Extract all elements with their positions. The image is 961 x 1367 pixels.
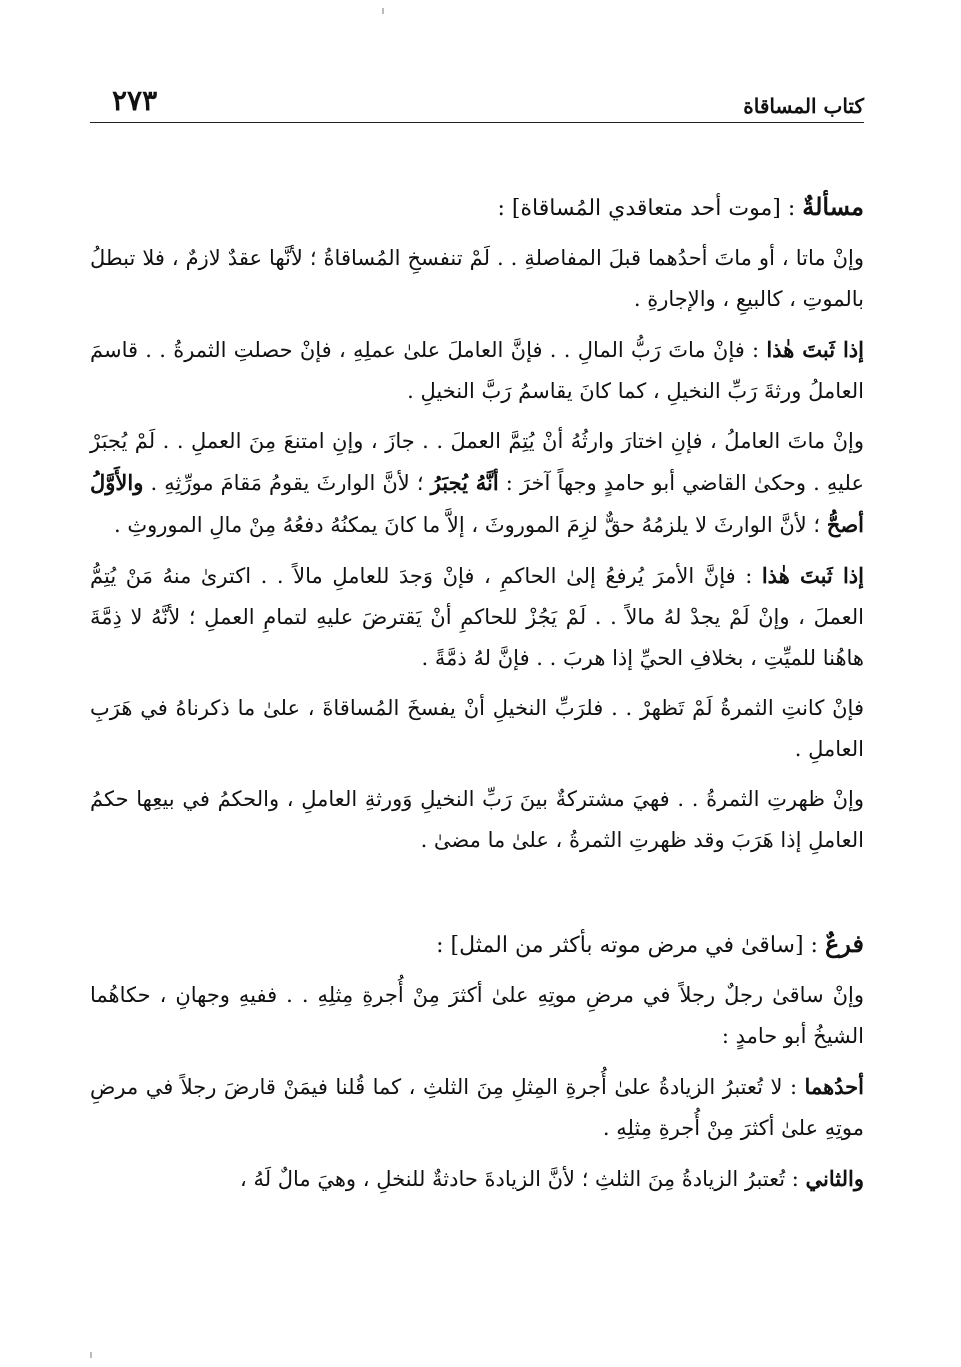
paragraph-3-part-d: والأَوَّلُ أصحُّ xyxy=(90,470,864,537)
paragraph-6: وإنْ ظهرتِ الثمرةُ . . فهيَ مشتركةٌ بينَ رَبِّ النخيلِ وَورثةِ العاملِ ، والحكمُ في بيعِها حكمُ العاملِ إذا هَرَبَ وقد ظهرتِ الثمرةُ ، علىٰ ما مضىٰ . xyxy=(90,787,864,852)
masala-keyword: مسألةٌ xyxy=(802,192,864,221)
paragraph-4 xyxy=(90,555,864,679)
paragraph-2-text: : فإنْ ماتَ رَبُّ المالِ . . فإنَّ العاملَ علىٰ عملِهِ ، فإنْ حصلتِ الثمرةُ . . قاسمَ العاملُ ورثةَ رَبِّ النخيلِ ، كما كانَ يقاسمُ رَبَّ النخيلِ . xyxy=(90,338,864,403)
scan-mark-top xyxy=(382,8,384,14)
paragraph-9-text: : تُعتبرُ الزيادةُ مِنَ الثلثِ ؛ لأنَّ الزيادةَ حادثةٌ للنخلِ ، وهيَ مالٌ لَهُ ، xyxy=(239,1167,806,1191)
paragraph-7: وإنْ ساقىٰ رجلٌ رجلاً في مرضِ موتِهِ علىٰ أكثرَ مِنْ أُجرةِ مِثلِهِ . . ففيهِ وجهانِ ، حكاهُما الشيخُ أبو حامدٍ : xyxy=(90,983,864,1048)
paragraph-3-part-a: وإنْ ماتَ العاملُ ، فإنِ اختارَ وارثُهُ أنْ يُتِمَّ العملَ . . جازَ ، وإنِ امتنعَ مِنَ العملِ . . لَمْ يُجبَرْ عليهِ . وحكىٰ القاضي أبو حامدٍ وجهاً آخرَ : xyxy=(90,429,864,495)
paragraph-2 xyxy=(90,329,864,412)
far-title: : [ساقىٰ في مرض موته بأكثر من المثل] : xyxy=(436,933,825,958)
paragraph-9 xyxy=(90,1158,864,1200)
masala-heading xyxy=(90,186,864,229)
paragraph-3-part-b: أنَّهُ يُجبَرُ xyxy=(430,470,499,495)
page-body xyxy=(90,186,864,1209)
far-keyword: فرعٌ xyxy=(824,929,864,958)
paragraph-9-lead: والثاني xyxy=(805,1166,864,1191)
paragraph-3-part-c: ؛ لأنَّ الوارثَ يقومُ مَقامَ مورِّثِهِ . xyxy=(143,471,431,495)
page-number: ٢٧٣ xyxy=(112,84,158,117)
paragraph-4-text: : فإنَّ الأمرَ يُرفعُ إلىٰ الحاكمِ ، فإنْ وَجدَ للعاملِ مالاً . . اكترىٰ منهُ مَنْ يُتِمُّ العملَ ، وإنْ لَمْ يجدْ لهُ مالاً . . لَمْ يَجُزْ للحاكمِ أنْ يَقترضَ عليهِ لتمامِ العملِ ؛ لأنَّهُ لا ذِمَّةَ هاهُنا للميِّتِ ، بخلافِ الحيِّ إذا هربَ . . فإنَّ لهُ ذمَّةً . xyxy=(90,564,864,670)
scan-mark-bottom xyxy=(90,1352,92,1358)
paragraph-8-text: : لا تُعتبرُ الزيادةُ علىٰ أُجرةِ المِثلِ مِنَ الثلثِ ، كما قُلنا فيمَنْ قارضَ رجلاً في مرضِ موتِهِ علىٰ أكثرَ مِنْ أُجرةِ مِثلِهِ . xyxy=(90,1075,864,1140)
paragraph-3 xyxy=(90,421,864,546)
paragraph-5: فإنْ كانتِ الثمرةُ لَمْ تَظهرْ . . فلرَبِّ النخيلِ أنْ يفسخَ المُساقاةَ ، علىٰ ما ذكرناهُ في هَرَبِ العاملِ . xyxy=(90,696,864,761)
paragraph-4-lead: إذا ثَبتَ هٰذا xyxy=(761,563,864,588)
paragraph-3-part-e: ؛ لأنَّ الوارثَ لا يلزمُهُ حقٌّ لزِمَ الموروثَ ، إلاَّ ما كانَ يمكنُهُ دفعُهُ مِنْ مالِ الموروثِ . xyxy=(113,513,827,537)
paragraph-8 xyxy=(90,1066,864,1149)
page-header xyxy=(90,82,864,123)
running-title: كتاب المساقاة xyxy=(743,94,864,118)
paragraph-2-lead: إذا ثَبتَ هٰذا xyxy=(766,337,864,362)
paragraph-1: وإنْ ماتا ، أو ماتَ أحدُهما قبلَ المفاصلةِ . . لَمْ تنفسخِ المُساقاةُ ؛ لأنَّها عقدٌ لازمٌ ، فلا تبطلُ بالموتِ ، كالبيعِ ، والإجارةِ . xyxy=(90,246,864,311)
masala-title: : [موت أحد متعاقدي المُساقاة] : xyxy=(497,196,803,221)
paragraph-8-lead: أحدُهما xyxy=(804,1074,864,1099)
far-heading xyxy=(90,923,864,966)
